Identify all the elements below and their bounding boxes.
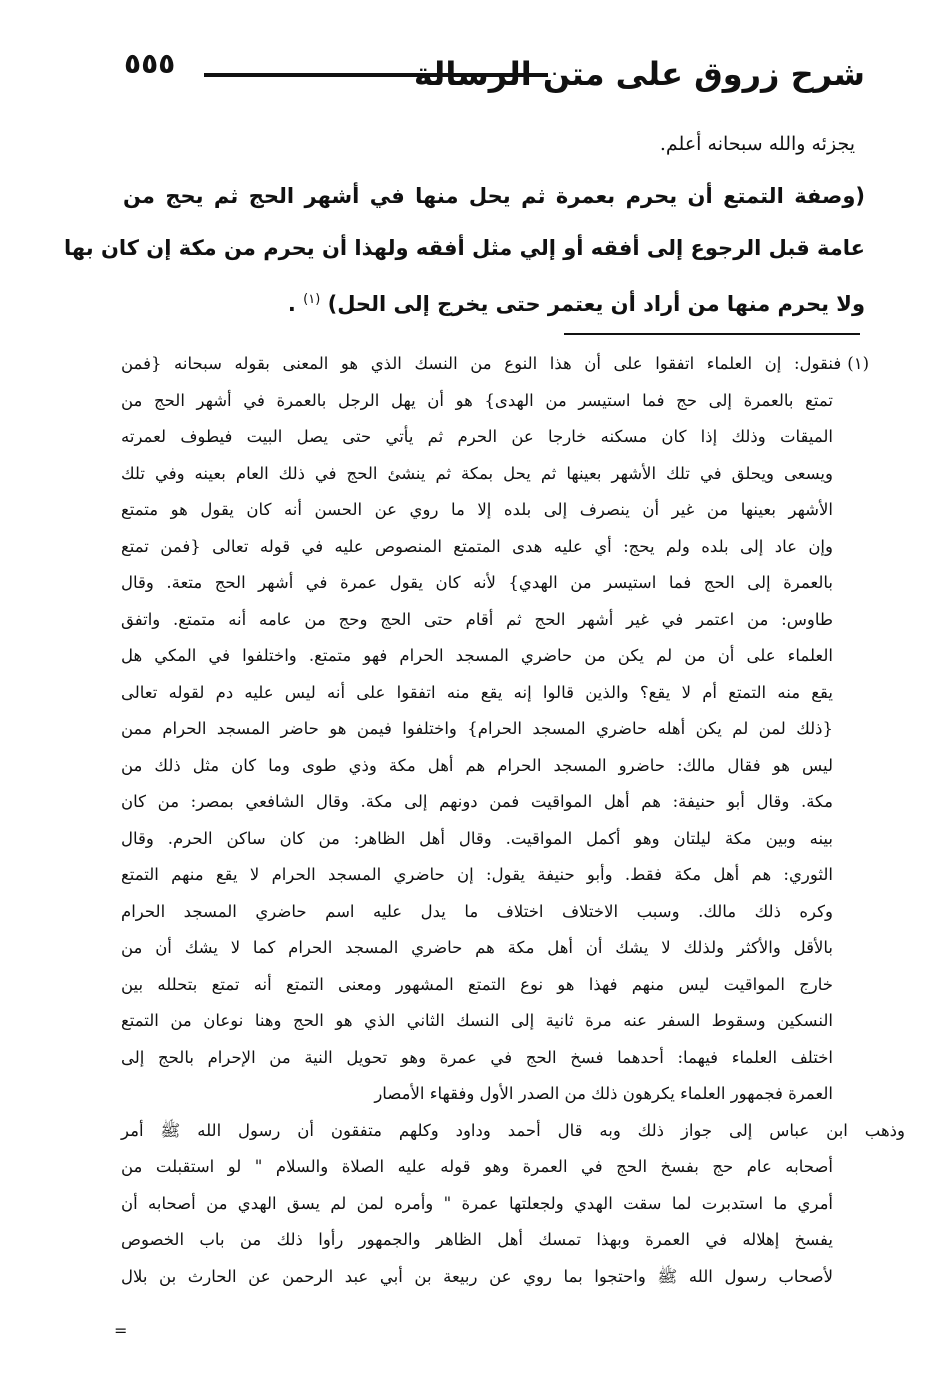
footnote-reference[interactable]: (١) — [303, 292, 321, 307]
footnote-line: العلماء على أن من لم يكن من حاضري المسجد الحرام فهو متمتع. واختلفوا في المكي هل — [121, 646, 833, 665]
footnote-line: ويسعى ويحلق في تلك الأشهر بعينها ثم يحل بمكة ثم ينشئ الحج في ذلك العام بعينه وفي تلك — [121, 463, 833, 483]
footnote-line: العمرة فجمهور العلماء يكرهون ذلك من الصدر الأول وفقهاء الأمصار — [374, 1084, 833, 1103]
footnote-line: ليس هو فقال مالك: حاضرو المسجد الحرام هم أهل مكة وذي طوى وما كان مثل ذلك من — [121, 755, 833, 775]
footnote-line: بالأقل والأكثر ولذلك لا يشك أن أهل مكة هم حاضري المسجد الحرام كما لا يشك أن من — [121, 938, 833, 957]
footnote-marker: (١) — [847, 354, 869, 373]
matn-line-text: ولا يحرم منها من أراد أن يعتمر حتى يخرج إلى الحل) — [327, 292, 865, 316]
footnote-line: بالعمرة إلى الحج فما استيسر من الهدي} لأنه كان يقول عمرة في أشهر الحج متعة. وقال — [121, 573, 833, 592]
footnote-line: أصحابه عام حج بفسخ الحج في العمرة وهو قوله عليه الصلاة والسلام " لو استقبلت من — [121, 1157, 833, 1176]
intro-line: يجزئه والله سبحانه أعلم. — [659, 133, 855, 155]
footnote-line: {ذلك لمن لم يكن أهله حاضري المسجد الحرام} واختلفوا فيمن هو حاضر المسجد الحرام ممن — [121, 719, 833, 738]
footnote-line: مكة. وقال أبو حنيفة: هم أهل المواقيت فمن دونهم إلى مكة. وقال الشافعي بمصر: من كان — [121, 792, 833, 811]
running-title: شرح زروق على متن الرسالة — [413, 55, 865, 93]
footnote-line: وذهب ابن عباس إلى جواز ذلك وبه قال أحمد وداود وكلهم متفقون أن رسول الله ﷺ أمر — [121, 1120, 905, 1140]
footnote-line: بينه وبين مكة ليلتان وهو أكمل المواقيت. وقال أهل الظاهر: من كان ساكن الحرم. وقال — [121, 828, 833, 848]
continuation-mark: = — [114, 1321, 128, 1340]
footnote-line: خارج المواقيت ليس منهم فهذا هو نوع التمتع المشهور ومعنى التمتع أنه تمتع بتحلله بين — [121, 974, 833, 994]
header-rule — [204, 73, 548, 77]
matn-line: عامة قبل الرجوع إلى أفقه أو إلي مثل أفقه ولهذا أن يحرم من مكة إن كان بها — [64, 236, 865, 260]
footnote-line: الأشهر بعينها من غير أن ينصرف إلى بلده إلا ما روي عن الحسن أنه كان يقول هو متمتع — [121, 500, 833, 519]
footnote-line: يفسخ إهلاله في العمرة وبهذا تمسك أهل الظاهر والجمهور رأوا ذلك من باب الخصوص — [121, 1230, 833, 1249]
footnote-line: اختلف العلماء فيهما: أحدهما فسخ الحج في عمرة وهو تحويل النية من الإحرام بالحج إلى — [121, 1047, 833, 1067]
footnote-line: وكره ذلك مالك. وسبب الاختلاف اختلاف ما يدل عليه اسم حاضري المسجد الحرام — [121, 901, 833, 921]
footnote-line: يقع منه التمتع أم لا يقع؟ والذين قالوا إنه يقع منه اتفقوا على أنه ليس عليه دم لقوله تعالى — [121, 682, 833, 702]
footnote-separator — [564, 333, 860, 335]
footnote-line-text: فنقول: إن العلماء اتفقوا على أن هذا النوع من النسك الذي هو المعنى بقوله سبحانه {فمن — [121, 354, 842, 373]
footnote-line: طاوس: من اعتمر في غير أشهر الحج ثم أقام حتى الحج وحج من عامه أنه متمتع. واتفق — [121, 609, 833, 629]
footnote-text — [121, 346, 905, 1295]
matn-line-last: ولا يحرم منها من أراد أن يعتمر حتى يخرج إلى الحل) $^{(١)}$ . — [287, 292, 865, 316]
footnote-line: تمتع بالعمرة إلى حج فما استيسر من الهدى} هو أن يهل الرجل بالعمرة في أشهر الحج من — [121, 390, 833, 410]
footnote-line — [121, 346, 869, 383]
footnote-line: الميقات وذلك إذا كان مسكنه خارجا عن الحرم ثم يأتي حتى يصل البيت فيطوف لعمرته — [121, 427, 833, 446]
footnote-line: النسكين وسقوط السفر عنه مرة ثانية إلى النسك الثاني الذي هو الحج وهنا نوعان من التمتع — [121, 1011, 833, 1030]
footnote-line: أمري ما استدبرت لما سقت الهدي ولجعلتها عمرة " وأمره لمن لم يسق الهدي من أصحابه أن — [121, 1193, 833, 1213]
footnote-line: وإن عاد إلى بلده ولم يحج: أي عليه هدى المتمتع المنصوص عليه في قوله تعالى {فمن تمتع — [121, 536, 833, 556]
matn-text — [64, 170, 865, 330]
footnote-line: لأصحاب رسول الله ﷺ واحتجوا بما روي عن ربيعة بن أبي عبد الرحمن عن الحارث بن بلال — [121, 1266, 833, 1286]
matn-line: (وصفة التمتع أن يحرم بعمرة ثم يحل منها في أشهر الحج ثم يحج من — [123, 184, 865, 208]
page-number: ٥٥٥ — [124, 47, 176, 80]
footnote-line: الثوري: هم أهل مكة فقط. وأبو حنيفة يقول: إن حاضري المسجد الحرام لا يقع منهم التمتع — [121, 865, 833, 884]
